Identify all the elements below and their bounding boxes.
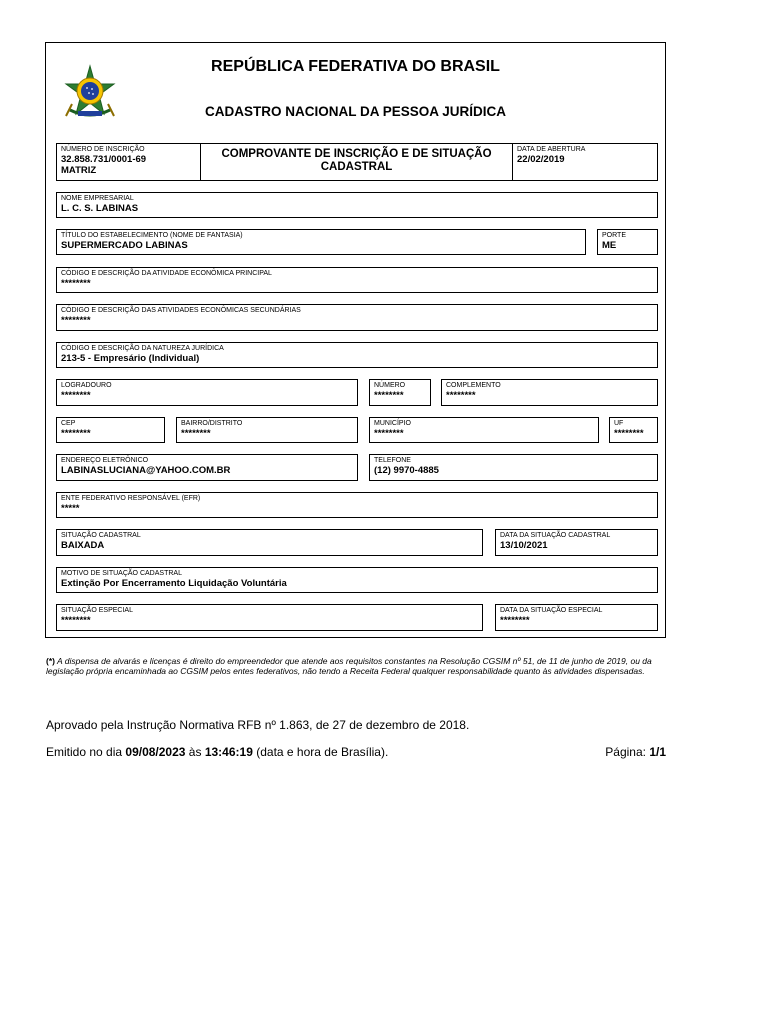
field-value: *****	[61, 503, 80, 514]
emission-prefix: Emitido no dia	[46, 745, 123, 759]
field-value: 213-5 - Empresário (Individual)	[61, 353, 200, 364]
field-bairro	[176, 417, 358, 443]
field-label: NOME EMPRESARIAL	[61, 195, 134, 202]
emission-text	[46, 745, 388, 759]
field-label: CÓDIGO E DESCRIÇÃO DA NATUREZA JURÍDICA	[61, 345, 224, 352]
field-atividade-principal	[56, 267, 658, 293]
field-label: NÚMERO DE INSCRIÇÃO	[61, 146, 145, 153]
field-label: DATA DA SITUAÇÃO ESPECIAL	[500, 607, 603, 614]
approval-text: Aprovado pela Instrução Normativa RFB nº 1.863, de 27 de dezembro de 2018.	[46, 718, 470, 732]
field-value: ********	[374, 390, 404, 401]
field-value: SUPERMERCADO LABINAS	[61, 240, 188, 251]
note-text: A dispensa de alvarás e licenças é direito do empreendedor que atende aos requisitos constantes na Resolução CGSIM nº 51, de 11 de junho de 2019, ou da legislação própria encaminhada ao CGSIM pelos entes federativos, não tendo a Receita Federal qualquer responsabilidade quanto às atividades dispensadas.	[46, 656, 652, 676]
field-email	[56, 454, 358, 481]
field-data-situacao-cadastral	[495, 529, 658, 556]
field-value: ********	[61, 615, 91, 626]
emission-mid: às	[188, 745, 202, 759]
field-porte	[597, 229, 658, 255]
field-value: ********	[500, 615, 530, 626]
emission-time: 13:46:19	[204, 745, 253, 759]
field-value: Extinção Por Encerramento Liquidação Voluntária	[61, 578, 287, 589]
note-marker: (*)	[46, 656, 55, 666]
field-label: MOTIVO DE SITUAÇÃO CADASTRAL	[61, 570, 182, 577]
page-label: Página:	[605, 745, 646, 759]
field-label: DATA DE ABERTURA	[517, 146, 586, 153]
field-value: ********	[61, 315, 91, 326]
field-motivo-situacao	[56, 567, 658, 593]
field-label: CÓDIGO E DESCRIÇÃO DA ATIVIDADE ECONÔMICA PRINCIPAL	[61, 270, 272, 277]
field-value: L. C. S. LABINAS	[61, 203, 139, 214]
field-value: ********	[614, 428, 644, 439]
field-efr	[56, 492, 658, 518]
field-value: ********	[446, 390, 476, 401]
field-data-situacao-especial	[495, 604, 658, 631]
field-logradouro	[56, 379, 358, 406]
field-value: ********	[181, 428, 211, 439]
field-label: TELEFONE	[374, 457, 411, 464]
field-natureza-juridica	[56, 342, 658, 368]
field-value: 22/02/2019	[517, 154, 565, 165]
field-value: ********	[61, 428, 91, 439]
field-numero	[369, 379, 431, 406]
page-title: REPÚBLICA FEDERATIVA DO BRASIL	[211, 58, 500, 75]
field-label: SITUAÇÃO CADASTRAL	[61, 532, 141, 539]
document-title-box	[200, 143, 513, 181]
field-value: 13/10/2021	[500, 540, 548, 551]
field-label: ENTE FEDERATIVO RESPONSÁVEL (EFR)	[61, 495, 201, 502]
field-nome-empresarial	[56, 192, 658, 218]
field-value: LABINASLUCIANA@YAHOO.COM.BR	[61, 465, 231, 476]
emission-suffix: (data e hora de Brasília).	[256, 745, 389, 759]
field-municipio	[369, 417, 599, 443]
legal-note	[46, 656, 668, 676]
field-label: NÚMERO	[374, 382, 406, 389]
field-label: MUNICÍPIO	[374, 420, 411, 427]
field-label: ENDEREÇO ELETRÔNICO	[61, 457, 149, 464]
field-label: DATA DA SITUAÇÃO CADASTRAL	[500, 532, 611, 539]
field-value: ********	[61, 390, 91, 401]
page-value: 1/1	[649, 745, 666, 759]
field-label: UF	[614, 420, 624, 427]
field-value: ME	[602, 240, 617, 251]
field-value: BAIXADA	[61, 540, 105, 551]
field-label: BAIRRO/DISTRITO	[181, 420, 243, 427]
page-subtitle: CADASTRO NACIONAL DA PESSOA JURÍDICA	[204, 104, 507, 119]
field-uf	[609, 417, 658, 443]
field-label: LOGRADOURO	[61, 382, 112, 389]
page-number	[605, 745, 666, 759]
field-situacao-especial	[56, 604, 483, 631]
field-value-secondary: MATRIZ	[61, 165, 97, 176]
field-situacao-cadastral	[56, 529, 483, 556]
emission-date: 09/08/2023	[125, 745, 186, 759]
field-label: TÍTULO DO ESTABELECIMENTO (NOME DE FANTASIA)	[61, 232, 243, 239]
field-value: 32.858.731/0001-69	[61, 154, 147, 165]
field-label: CEP	[61, 420, 76, 427]
field-label: COMPLEMENTO	[446, 382, 501, 389]
field-value: ********	[61, 278, 91, 289]
field-label: PORTE	[602, 232, 626, 239]
field-label: SITUAÇÃO ESPECIAL	[61, 607, 133, 614]
field-complemento	[441, 379, 658, 406]
field-value: ********	[374, 428, 404, 439]
field-nome-fantasia	[56, 229, 586, 255]
field-label: CÓDIGO E DESCRIÇÃO DAS ATIVIDADES ECONÔMICAS SECUNDÁRIAS	[61, 307, 301, 314]
field-data-abertura	[512, 143, 658, 181]
field-numero-inscricao	[56, 143, 201, 181]
field-cep	[56, 417, 165, 443]
document-title: COMPROVANTE DE INSCRIÇÃO E DE SITUAÇÃO CADASTRAL	[221, 148, 492, 173]
field-atividades-secundarias	[56, 304, 658, 331]
field-value: (12) 9970-4885	[374, 465, 439, 476]
field-telefone	[369, 454, 658, 481]
